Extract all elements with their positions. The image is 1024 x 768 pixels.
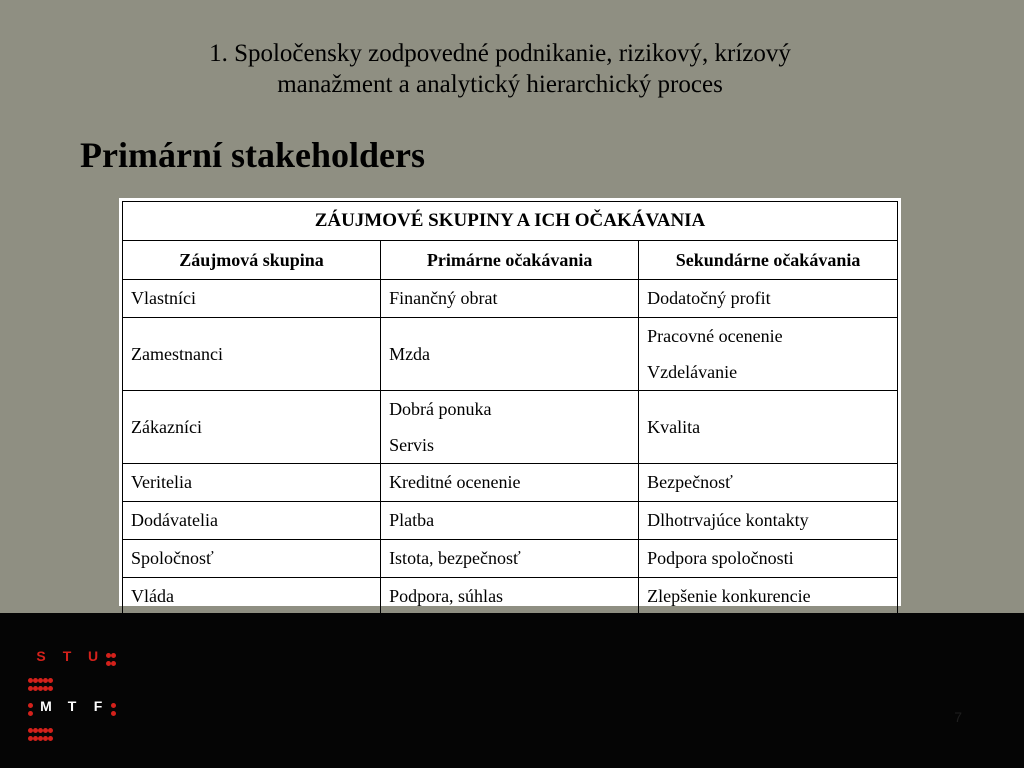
logo-dot-icon [111, 703, 116, 708]
cell-primary-line: Podpora, súhlas [389, 586, 504, 606]
cell-group: Spoločnosť [123, 540, 381, 578]
logo-letter: S [36, 647, 46, 664]
slide-title [0, 38, 1000, 100]
cell-primary-line: Istota, bezpečnosť [389, 548, 521, 568]
cell-primary [381, 540, 639, 578]
column-header-group: Záujmová skupina [123, 241, 381, 280]
cell-primary [381, 502, 639, 540]
logo-letter: M [40, 697, 52, 714]
cell-primary-line: Dobrá ponuka [389, 399, 492, 419]
table-row [123, 318, 898, 391]
table-caption-row [123, 202, 898, 241]
table-caption: ZÁUJMOVÉ SKUPINY A ICH OČAKÁVANIA [123, 202, 898, 241]
cell-primary [381, 464, 639, 502]
cell-primary-line: Kreditné ocenenie [389, 472, 521, 492]
cell-secondary [639, 318, 898, 391]
table-row [123, 391, 898, 464]
cell-secondary-line: Bezpečnosť [647, 472, 733, 492]
cell-secondary-line: Pracovné ocenenie [647, 326, 783, 346]
cell-primary [381, 280, 639, 318]
cell-secondary-line: Dodatočný profit [647, 288, 771, 308]
cell-primary [381, 578, 639, 616]
column-header-primary: Primárne očakávania [381, 241, 639, 280]
logo-dot-icon [111, 653, 116, 658]
column-header-secondary: Sekundárne očakávania [639, 241, 898, 280]
cell-primary [381, 318, 639, 391]
page-number: 7 [954, 709, 962, 725]
table-row [123, 502, 898, 540]
cell-secondary [639, 391, 898, 464]
cell-group: Zamestnanci [123, 318, 381, 391]
cell-group: Dodávatelia [123, 502, 381, 540]
logo-letter: T [67, 697, 77, 714]
stu-mtf-logo [28, 643, 116, 743]
logo-row [28, 718, 116, 743]
cell-secondary [639, 578, 898, 616]
table-row [123, 578, 898, 616]
logo-row [28, 668, 116, 693]
cell-group: Vláda [123, 578, 381, 616]
logo-letter: T [62, 647, 72, 664]
cell-primary-line: Platba [389, 510, 435, 530]
cell-primary-line: Mzda [389, 343, 431, 364]
logo-letter: F [93, 697, 103, 714]
dot-icon [48, 736, 53, 741]
slide-title-line-1: 1. Spoločensky zodpovedné podnikanie, rizikový, krízový [209, 40, 791, 67]
logo-dot-icon [48, 728, 53, 733]
cell-primary [381, 391, 639, 464]
cell-secondary-line: Podpora spoločnosti [647, 548, 794, 568]
cell-secondary-line: Vzdelávanie [647, 362, 738, 382]
cell-secondary [639, 540, 898, 578]
table-row [123, 280, 898, 318]
cell-primary-line: Servis [389, 435, 435, 455]
stakeholder-table-container [119, 198, 901, 606]
cell-secondary-line: Kvalita [647, 416, 701, 437]
cell-group: Veritelia [123, 464, 381, 502]
dot-icon [111, 711, 116, 716]
cell-secondary-line: Dlhotrvajúce kontakty [647, 510, 809, 530]
slide-title-line-2: manažment a analytický hierarchický proces [277, 71, 723, 98]
logo-row [28, 643, 116, 668]
cell-group: Vlastníci [123, 280, 381, 318]
logo-letter: U [87, 647, 99, 664]
cell-secondary [639, 502, 898, 540]
cell-secondary-line: Zlepšenie konkurencie [647, 586, 811, 606]
section-heading: Primární stakeholders [80, 135, 425, 175]
cell-secondary [639, 464, 898, 502]
cell-secondary [639, 280, 898, 318]
table-header-row [123, 241, 898, 280]
table-row [123, 540, 898, 578]
footer-bar [0, 613, 1024, 768]
logo-row [28, 693, 116, 718]
dot-icon [111, 661, 116, 666]
cell-group: Zákazníci [123, 391, 381, 464]
cell-primary-line: Finančný obrat [389, 288, 498, 308]
table-body [123, 280, 898, 616]
logo-dot-icon [48, 678, 53, 683]
dot-icon [48, 686, 53, 691]
stakeholder-table [122, 201, 898, 616]
table-row [123, 464, 898, 502]
